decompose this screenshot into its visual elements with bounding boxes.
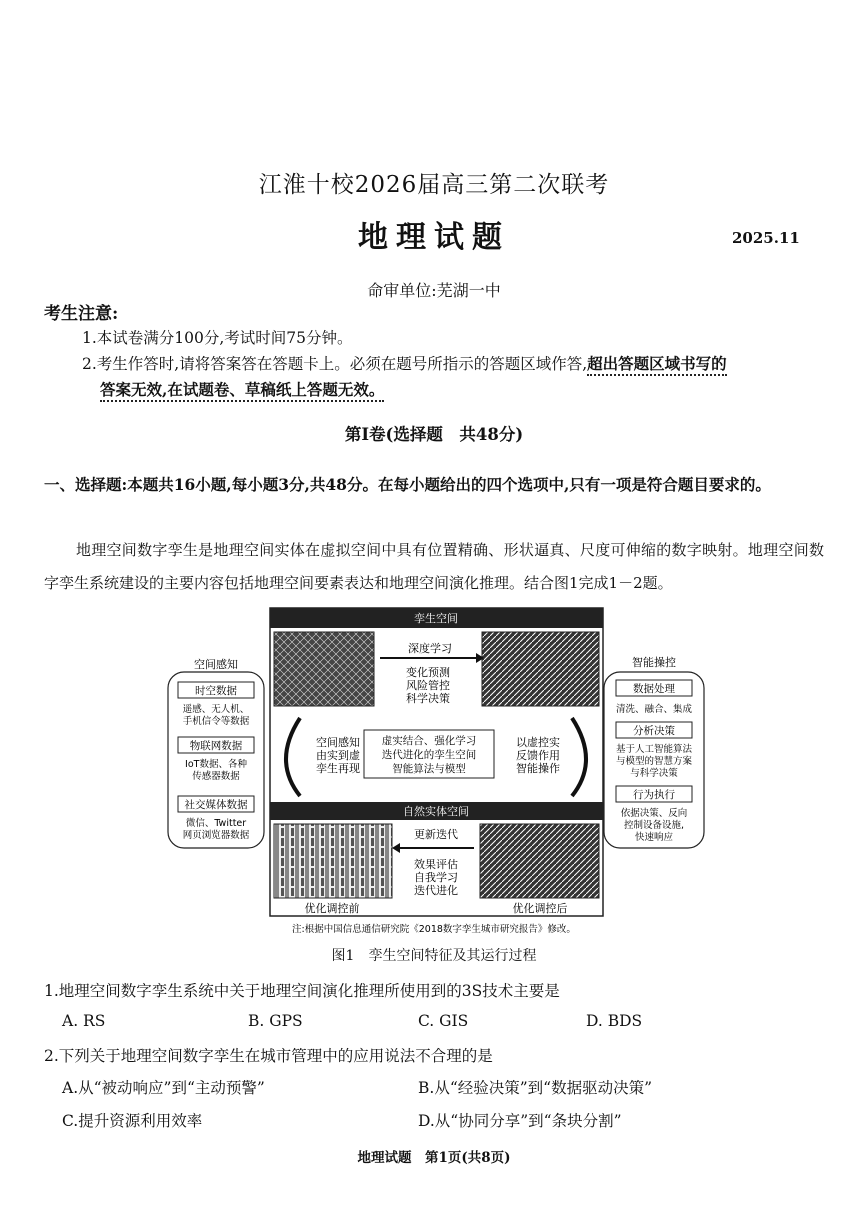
exam-subtitle: 江淮十校2026届高三第二次联考: [258, 172, 610, 198]
after-image: [480, 824, 599, 898]
right-desc-3c: 快速响应: [634, 832, 674, 843]
notice-item-2-emphasis-2: 答案无效,在试题卷、草稿纸上答题无效。: [100, 380, 384, 402]
deep-learning-label: 深度学习: [408, 642, 452, 655]
left-cycle-2: 由实到虚: [316, 749, 360, 762]
notice-heading: 考生注意:: [44, 304, 119, 324]
before-label: 优化调控前: [304, 902, 360, 915]
right-cycle-1: 以虚控实: [516, 736, 560, 749]
right-box-3-label: 行为执行: [633, 789, 675, 801]
exam-unit: 命审单位:芜湖一中: [367, 281, 501, 300]
left-desc-2b: 传感器数据: [192, 771, 240, 782]
q1-option-d: D. BDS: [586, 1012, 643, 1030]
q2-option-b: B.从“经验决策”到“数据驱动决策”: [418, 1079, 653, 1097]
left-panel-title: 空间感知: [194, 658, 238, 671]
before-image: [274, 824, 392, 898]
q2-option-a: A.从“被动响应”到“主动预警”: [62, 1079, 265, 1097]
right-desc-3a: 依据决策、反向: [620, 808, 688, 819]
notice-item-2: [82, 352, 827, 374]
right-cycle-3: 智能操作: [516, 762, 560, 775]
notice-item-2-text: 2.考生作答时,请将答案答在答题卡上。必须在题号所指示的答题区域作答,: [82, 355, 588, 373]
left-desc-3b: 网页浏览器数据: [182, 830, 250, 841]
top-center-3: 科学决策: [406, 692, 450, 705]
top-center-2: 风险管控: [406, 679, 450, 692]
q1-option-c: C. GIS: [418, 1012, 469, 1030]
q2-option-d: D.从“协同分享”到“条块分割”: [418, 1112, 622, 1130]
left-desc-2a: IoT数据、各种: [185, 759, 247, 770]
right-panel-title: 智能操控: [632, 656, 676, 669]
right-desc-3b: 控制设备设施,: [623, 820, 685, 831]
natural-space-label: 自然实体空间: [403, 805, 469, 818]
twin-space-label: 孪生空间: [414, 612, 458, 625]
center-box-3: 智能算法与模型: [392, 763, 466, 775]
left-box-3-label: 社交媒体数据: [184, 799, 248, 811]
figure-caption: 图1 孪生空间特征及其运行过程: [331, 948, 537, 964]
question-1-stem: 1.地理空间数字孪生系统中关于地理空间演化推理所使用到的3S技术主要是: [44, 982, 560, 1000]
right-desc-2c: 与科学决策: [630, 768, 678, 779]
right-box-2-label: 分析决策: [633, 725, 675, 737]
passage-text: 地理空间数字孪生是地理空间实体在虚拟空间中具有位置精确、形状逼真、尺度可伸缩的数字映射。地理空间数字孪生系统建设的主要内容包括地理空间要素表达和地理空间演化推理。结合图1完成1－2题。: [44, 541, 824, 592]
notice-item-2-line2: [100, 378, 384, 400]
left-cycle-3: 孪生再现: [316, 762, 360, 775]
figure-note: 注:根据中国信息通信研究院《2018数字孪生城市研究报告》修改。: [292, 924, 576, 935]
top-center-1: 变化预测: [406, 666, 450, 679]
right-desc-1a: 清洗、融合、集成: [615, 704, 693, 715]
right-desc-2b: 与模型的智慧方案: [615, 756, 693, 767]
update-iter-label: 更新迭代: [414, 828, 458, 841]
left-box-2-label: 物联网数据: [189, 740, 243, 752]
exam-title: 地理试题: [358, 220, 510, 255]
bottom-center-2: 自我学习: [414, 871, 458, 884]
center-box-1: 虚实结合、强化学习: [381, 735, 477, 747]
notice-item-2-emphasis: 超出答题区域书写的: [587, 354, 727, 376]
left-box-1-label: 时空数据: [195, 685, 237, 697]
right-box-1-label: 数据处理: [633, 683, 675, 695]
question-2-stem: 2.下列关于地理空间数字孪生在城市管理中的应用说法不合理的是: [44, 1047, 493, 1065]
left-desc-1b: 手机信令等数据: [182, 716, 250, 727]
left-desc-1a: 遥感、无人机、: [182, 704, 250, 715]
exam-date: 2025.11: [732, 229, 800, 247]
left-desc-3a: 微信、Twitter: [185, 818, 247, 829]
left-cycle-1: 空间感知: [316, 736, 360, 749]
notice-item-1: 1.本试卷满分100分,考试时间75分钟。: [82, 329, 353, 347]
after-label: 优化调控后: [512, 902, 568, 915]
q1-option-a: A. RS: [62, 1012, 106, 1030]
bottom-center-1: 效果评估: [414, 858, 458, 871]
section-instruction: 一、选择题:本题共16小题,每小题3分,共48分。在每小题给出的四个选项中,只有一项是符合题目要求的。: [44, 475, 771, 494]
q1-option-b: B. GPS: [248, 1012, 303, 1030]
figure-1: [160, 606, 820, 942]
right-cycle-2: 反馈作用: [516, 749, 560, 762]
center-box-2: 迭代进化的孪生空间: [381, 749, 477, 761]
right-desc-2a: 基于人工智能算法: [615, 744, 693, 755]
section-title: 第Ⅰ卷(选择题 共48分): [344, 425, 524, 444]
page-footer: 地理试题 第1页(共8页): [357, 1150, 511, 1166]
bottom-center-3: 迭代进化: [414, 884, 458, 897]
twin-image-right: [482, 632, 599, 706]
twin-image-left: [274, 632, 374, 706]
q2-option-c: C.提升资源利用效率: [62, 1112, 203, 1130]
